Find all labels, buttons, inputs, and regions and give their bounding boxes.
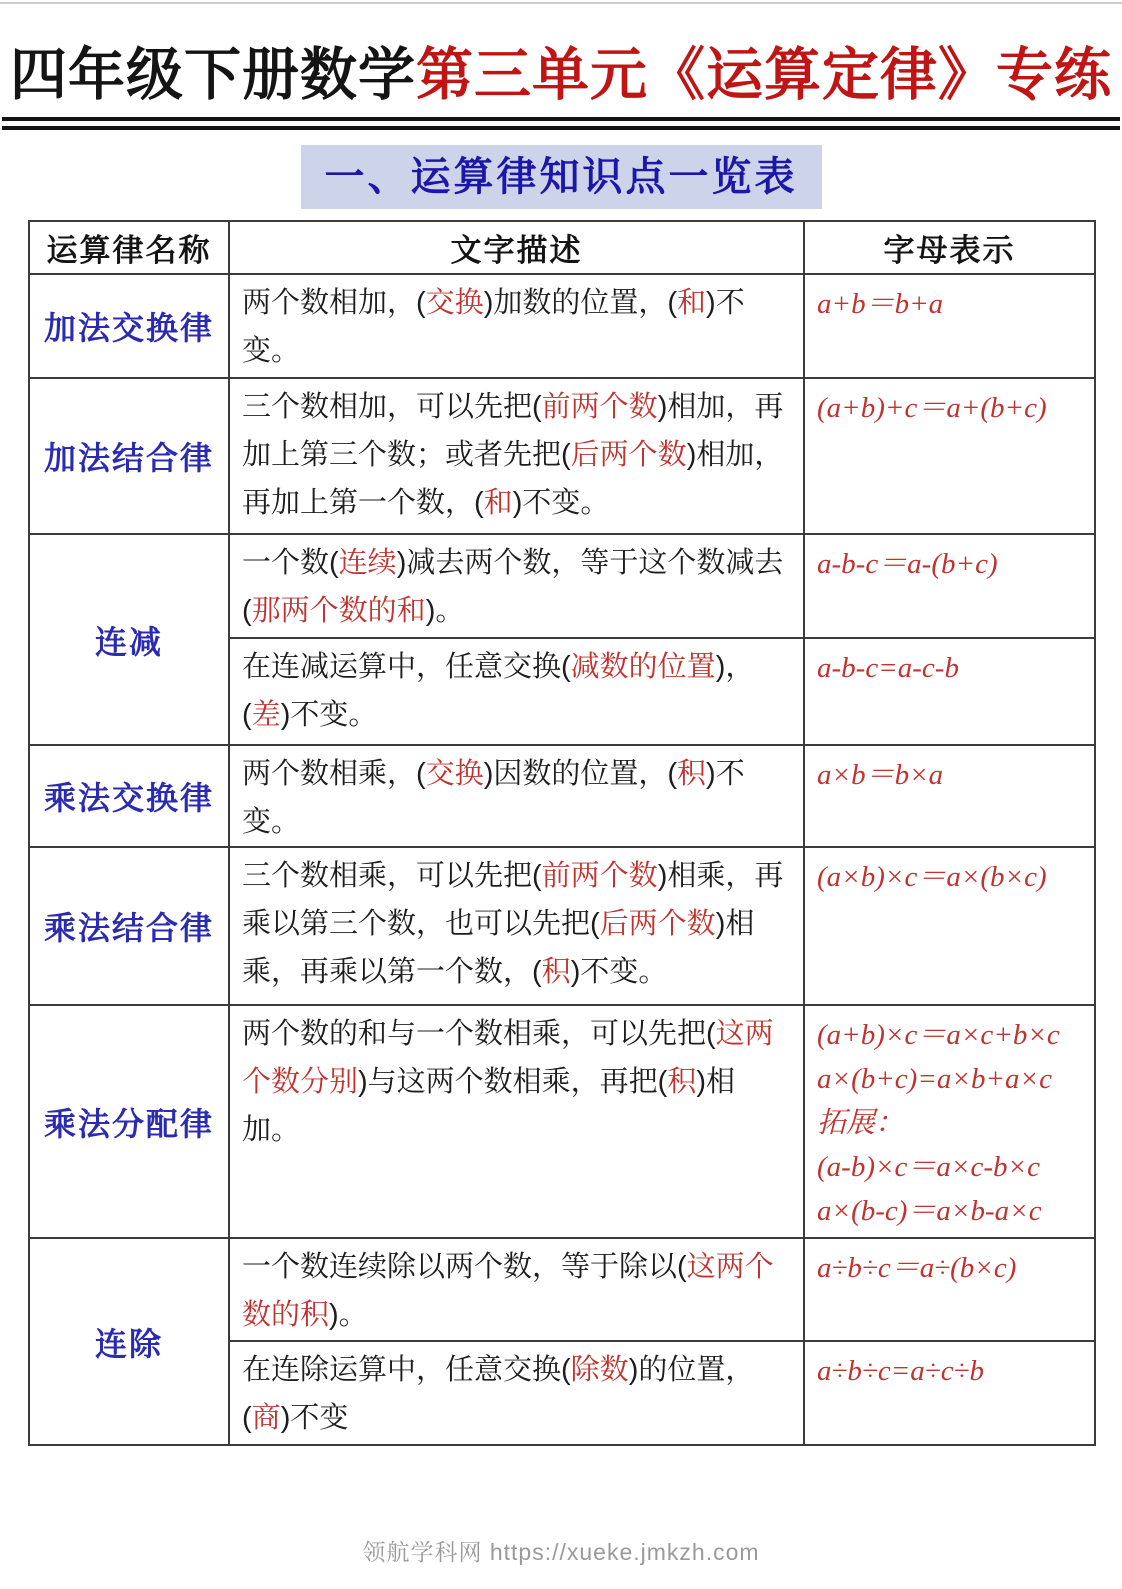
table-row <box>29 1238 1095 1341</box>
law-description-cell <box>229 534 804 638</box>
table-header-row <box>29 221 1095 274</box>
formula-line: (a+b)×c＝a×c+b×c <box>817 1019 1060 1051</box>
description-text: 在连减运算中，任意交换( <box>242 651 571 683</box>
law-name-cell: 乘法分配律 <box>29 1005 229 1238</box>
law-name-cell: 乘法交换律 <box>29 745 229 847</box>
highlighted-term: 那两个数的和 <box>251 595 426 627</box>
law-description-cell <box>229 745 804 847</box>
description-text: )。 <box>329 1299 368 1331</box>
law-description-cell <box>229 847 804 1005</box>
law-name-cell: 连减 <box>29 534 229 745</box>
formula-line: a÷b÷c＝a÷(b×c) <box>817 1252 1017 1284</box>
law-description-cell <box>229 1005 804 1238</box>
description-text: )减去两个数，等于这个数减去( <box>242 547 784 627</box>
title-wrap <box>0 0 1122 130</box>
highlighted-term: 前两个数 <box>541 391 658 423</box>
formula-line: (a-b)×c＝a×c-b×c <box>817 1151 1040 1183</box>
highlighted-term: 除数 <box>570 1354 629 1386</box>
formula-line: (a×b)×c＝a×(b×c) <box>817 861 1047 893</box>
highlighted-term: 后两个数 <box>599 908 716 940</box>
formula-cell <box>804 274 1095 378</box>
table-row <box>29 847 1095 1005</box>
description-text: )不变 <box>280 1402 349 1434</box>
highlighted-term: 差 <box>251 699 281 731</box>
formula-line: a×(b+c)=a×b+a×c <box>817 1063 1052 1095</box>
formula-cell <box>804 378 1095 534</box>
table-row <box>29 534 1095 638</box>
highlighted-term: 交换 <box>425 287 484 319</box>
description-text: 三个数相加，可以先把( <box>242 391 542 423</box>
law-name-cell: 加法结合律 <box>29 378 229 534</box>
law-name-cell: 连除 <box>29 1238 229 1445</box>
table-row <box>29 1005 1095 1238</box>
formula-line: (a+b)+c＝a+(b+c) <box>817 392 1047 424</box>
formula-line: 拓展： <box>817 1107 905 1139</box>
description-text: 一个数连续除以两个数，等于除以( <box>242 1251 687 1283</box>
column-header-description: 文字描述 <box>229 221 804 274</box>
law-description-cell <box>229 638 804 745</box>
highlighted-term: 积 <box>677 758 707 790</box>
formula-cell <box>804 745 1095 847</box>
law-name-cell: 加法交换律 <box>29 274 229 378</box>
description-text: )相加。 <box>242 1066 736 1146</box>
formula-cell <box>804 1341 1095 1445</box>
highlighted-term: 减数的位置 <box>570 651 716 683</box>
column-header-formula: 字母表示 <box>804 221 1095 274</box>
description-text: 两个数的和与一个数相乘，可以先把( <box>242 1018 716 1050</box>
description-text: )不变。 <box>512 487 610 519</box>
description-text: )的位置，( <box>242 1354 755 1434</box>
law-description-cell <box>229 274 804 378</box>
highlighted-term: 这两个数分别 <box>242 1018 774 1098</box>
formula-cell <box>804 1238 1095 1341</box>
description-text: )因数的位置，( <box>483 758 678 790</box>
description-text: )相乘，再乘以第一个数，( <box>242 908 755 988</box>
formula-line: a+b＝b+a <box>817 288 944 320</box>
title-black-part: 四年级下册数学 <box>10 43 416 107</box>
description-text: )不变。 <box>570 956 668 988</box>
formula-line: a÷b÷c=a÷c÷b <box>817 1355 984 1387</box>
page-title <box>2 42 1120 130</box>
description-text: )相加，再加上第一个数，( <box>242 439 784 519</box>
law-description-cell <box>229 1238 804 1341</box>
table-row <box>29 745 1095 847</box>
column-header-law-name: 运算律名称 <box>29 221 229 274</box>
description-text: )与这两个数相乘，再把( <box>358 1066 668 1098</box>
highlighted-term: 这两个数的积 <box>242 1251 774 1331</box>
title-red-part: 第三单元《运算定律》专练 <box>416 43 1112 107</box>
description-text: 三个数相乘，可以先把( <box>242 860 542 892</box>
description-text: 一个数( <box>242 547 339 579</box>
highlighted-term: 后两个数 <box>570 439 687 471</box>
highlighted-term: 连续 <box>338 547 397 579</box>
description-text: 两个数相加，( <box>242 287 426 319</box>
highlighted-term: 积 <box>541 956 571 988</box>
formula-line: a-b-c=a-c-b <box>817 652 959 684</box>
formula-line: a×(b-c)＝a×b-a×c <box>817 1195 1042 1227</box>
page-top-rule <box>0 2 1122 4</box>
description-text: )相乘，再乘以第三个数，也可以先把( <box>242 860 784 940</box>
law-description-cell <box>229 1341 804 1445</box>
section-heading-row <box>0 145 1122 209</box>
description-text: 在连除运算中，任意交换( <box>242 1354 571 1386</box>
formula-cell <box>804 534 1095 638</box>
formula-line: a×b＝b×a <box>817 759 944 791</box>
formula-cell <box>804 847 1095 1005</box>
formula-cell <box>804 1005 1095 1238</box>
section-heading: 一、运算律知识点一览表 <box>301 145 822 209</box>
description-text: )相加，再加上第三个数；或者先把( <box>242 391 784 471</box>
footer-watermark: 领航学科网 https://xueke.jmkzh.com <box>362 1539 760 1565</box>
description-text: 两个数相乘，( <box>242 758 426 790</box>
highlighted-term: 和 <box>483 487 513 519</box>
law-name-cell: 乘法结合律 <box>29 847 229 1005</box>
table-row <box>29 274 1095 378</box>
highlighted-term: 和 <box>677 287 707 319</box>
highlighted-term: 前两个数 <box>541 860 658 892</box>
operation-laws-table <box>28 220 1096 1446</box>
law-description-cell <box>229 378 804 534</box>
description-text: )不变。 <box>280 699 378 731</box>
formula-cell <box>804 638 1095 745</box>
description-text: )。 <box>425 595 465 627</box>
table-row <box>29 378 1095 534</box>
highlighted-term: 商 <box>251 1402 281 1434</box>
description-text: )，( <box>242 651 755 731</box>
formula-line: a-b-c＝a-(b+c) <box>817 548 998 580</box>
description-text: )不变。 <box>242 287 745 367</box>
highlighted-term: 交换 <box>425 758 484 790</box>
description-text: )加数的位置，( <box>483 287 678 319</box>
highlighted-term: 积 <box>667 1066 697 1098</box>
description-text: )不变。 <box>242 758 745 838</box>
